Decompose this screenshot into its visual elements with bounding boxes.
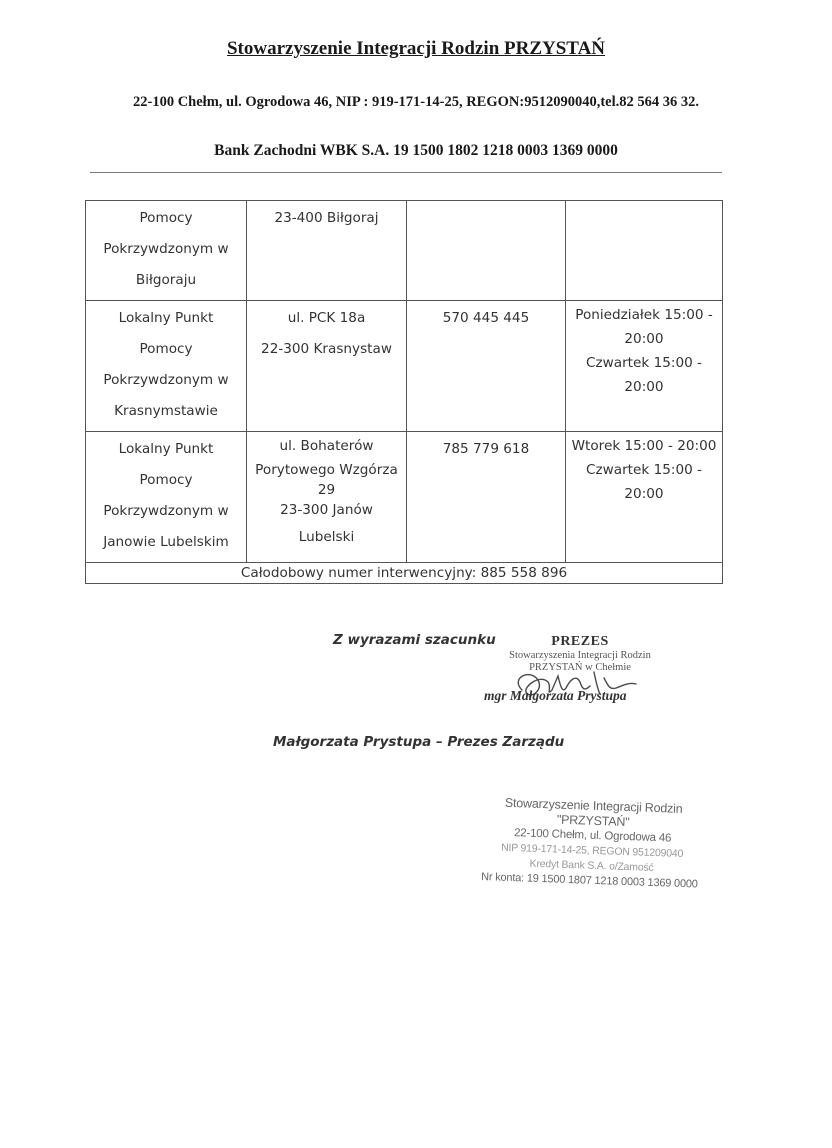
point-hours-line: Czwartek 15:00 - [586, 355, 702, 371]
point-address-line: 23-300 Janów [280, 502, 373, 518]
point-address-line: ul. PCK 18a [287, 310, 366, 326]
point-name-line: Pomocy [139, 210, 193, 226]
point-name-line: Biłgoraju [135, 272, 197, 288]
organization-address: 22-100 Chełm, ul. Ogrodowa 46, NIP : 919-171-14-25, REGON:9512090040,tel.82 564 36 32. [132, 94, 700, 110]
emergency-number: Całodobowy numer interwencyjny: 885 558 896 [86, 563, 723, 584]
point-name-line: Lokalny Punkt [118, 441, 214, 457]
table-footer-row [86, 563, 723, 584]
point-address-cell [247, 301, 407, 432]
signatory-line: Małgorzata Prystupa – Prezes Zarządu [273, 734, 565, 750]
point-name-line: Pokrzywdzonym w [103, 372, 229, 388]
point-address-line: Porytowego Wzgórza [255, 462, 398, 478]
president-title: PREZES [551, 634, 609, 649]
point-hours-line: 20:00 [624, 331, 664, 347]
point-name-cell [86, 432, 247, 563]
point-phone-cell [407, 201, 566, 301]
point-name-line: Pokrzywdzonym w [103, 241, 229, 257]
point-address-line: Lubelski [298, 529, 355, 545]
stamp-line: Kredyt Bank S.A. o/Zamość [529, 857, 654, 874]
point-phone-cell: 785 779 618 [407, 432, 566, 563]
point-address-cell [247, 201, 407, 301]
bank-account-line: Bank Zachodni WBK S.A. 19 1500 1802 1218 0003 1369 0000 [214, 142, 618, 159]
stamp-line: Stowarzyszenie Integracji Rodzin "PRZYSTAŃ" [504, 795, 683, 830]
point-hours-cell [566, 301, 723, 432]
point-hours-line: Poniedziałek 15:00 - [575, 307, 713, 323]
point-address-line: 22-300 Krasnystaw [261, 341, 392, 357]
president-stamp-line: PRZYSTAŃ w Chełmie [529, 662, 631, 673]
stamp-line: Nr konta: 19 1500 1807 1218 0003 1369 0000 [480, 870, 698, 891]
table-row [86, 301, 723, 432]
point-address-line: 29 [317, 482, 336, 498]
point-hours-cell [566, 201, 723, 301]
table-row [86, 201, 723, 301]
point-phone-cell: 570 445 445 [407, 301, 566, 432]
stamp-line: 22-100 Chełm, ul. Ogrodowa 46 [513, 827, 672, 845]
point-name-line: Janowie Lubelskim [103, 534, 229, 550]
point-name-line: Krasnymstawie [114, 403, 218, 419]
point-name-line: Pomocy [139, 341, 193, 357]
point-address-line: 23-400 Biłgoraj [274, 210, 379, 226]
signature-name: mgr Małgorzata Prystupa [484, 688, 627, 703]
header-divider [90, 172, 722, 173]
point-name-cell [86, 201, 247, 301]
point-hours-line: Wtorek 15:00 - 20:00 [571, 438, 717, 454]
point-name-line: Pomocy [139, 472, 193, 488]
point-hours-line: 20:00 [624, 486, 664, 502]
stamp-line: NIP 919-171-14-25, REGON 951209040 [500, 841, 684, 860]
president-stamp-line: Stowarzyszenia Integracji Rodzin [509, 650, 651, 661]
point-hours-cell [566, 432, 723, 563]
point-name-cell [86, 301, 247, 432]
contact-points-table [85, 200, 723, 584]
point-address-line: ul. Bohaterów [279, 438, 374, 454]
point-address-cell [247, 432, 407, 563]
point-name-line: Pokrzywdzonym w [103, 503, 229, 519]
organization-title: Stowarzyszenie Integracji Rodzin PRZYSTAŃ [226, 38, 606, 59]
organization-stamp [481, 795, 704, 893]
closing-regards: Z wyrazami szacunku [333, 632, 496, 648]
point-hours-line: Czwartek 15:00 - [586, 462, 702, 478]
point-hours-line: 20:00 [624, 379, 664, 395]
table-row [86, 432, 723, 563]
point-name-line: Lokalny Punkt [118, 310, 214, 326]
